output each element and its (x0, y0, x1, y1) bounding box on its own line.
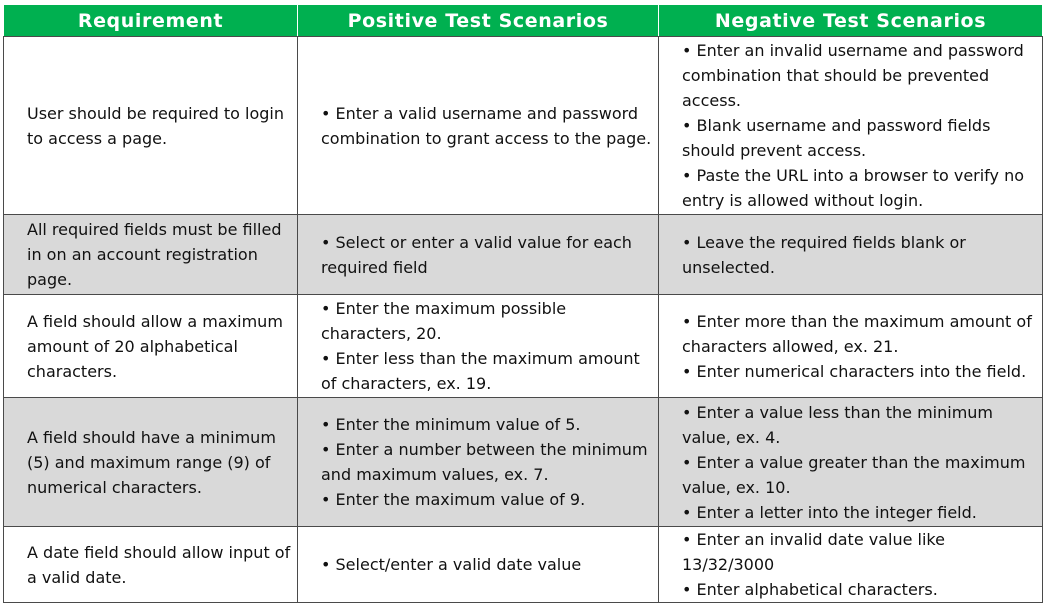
requirement-text: A field should have a minimum (5) and maximum range (9) of numerical characters. (27, 427, 276, 497)
table-row (4, 215, 1043, 295)
negative-cell (659, 37, 1043, 215)
header-requirement: Requirement (4, 5, 298, 37)
negative-scenario: • Blank username and password fields should prevent access. (682, 116, 991, 160)
requirement-text: A field should allow a maximum amount of 20 alphabetical characters. (27, 311, 283, 381)
table-row (4, 37, 1043, 215)
negative-scenario: • Paste the URL into a browser to verify no entry is allowed without login. (682, 166, 1025, 210)
positive-cell (298, 37, 659, 215)
requirement-cell (4, 527, 298, 603)
positive-cell (298, 295, 659, 398)
table-row (4, 398, 1043, 527)
requirement-text: User should be required to login to access a page. (27, 103, 284, 148)
negative-cell (659, 398, 1043, 527)
header-negative: Negative Test Scenarios (659, 5, 1043, 37)
positive-scenario: • Select or enter a valid value for each required field (321, 232, 632, 277)
negative-scenario: • Enter an invalid username and password combination that should be prevented access. (682, 41, 1024, 110)
positive-scenario: • Enter the maximum value of 9. (321, 490, 586, 509)
negative-scenario: • Enter a letter into the integer field. (682, 502, 977, 522)
test-scenarios-table (3, 4, 1043, 603)
negative-cell (659, 295, 1043, 398)
requirement-cell (4, 398, 298, 527)
requirement-text: A date field should allow input of a valid date. (27, 542, 291, 587)
negative-cell (659, 527, 1043, 603)
positive-scenario: • Enter the minimum value of 5. (321, 415, 581, 434)
negative-scenario: • Enter numerical characters into the field. (682, 361, 1027, 381)
requirement-cell (4, 215, 298, 295)
negative-scenario: • Enter an invalid date value like 13/32/3000 (682, 530, 945, 574)
negative-scenario: • Enter a value greater than the maximum value, ex. 10. (682, 452, 1026, 497)
positive-scenario: • Select/enter a valid date value (321, 555, 582, 574)
positive-scenario: • Enter the maximum possible characters, 20. (321, 299, 567, 343)
header-row (4, 5, 1043, 37)
positive-scenario: • Enter a number between the minimum and maximum values, ex. 7. (321, 440, 648, 484)
requirement-text: All required fields must be filled in on an account registration page. (27, 220, 282, 289)
requirement-cell (4, 37, 298, 215)
header-positive: Positive Test Scenarios (298, 5, 659, 37)
positive-cell (298, 398, 659, 527)
negative-scenario: • Enter a value less than the minimum value, ex. 4. (682, 402, 993, 447)
negative-scenario: • Enter more than the maximum amount of characters allowed, ex. 21. (682, 311, 1032, 356)
negative-scenario: • Leave the required fields blank or unselected. (682, 232, 966, 277)
table-row (4, 295, 1043, 398)
positive-scenario: • Enter less than the maximum amount of characters, ex. 19. (321, 349, 640, 393)
positive-scenario: • Enter a valid username and password combination to grant access to the page. (321, 103, 652, 148)
positive-cell (298, 215, 659, 295)
negative-scenario: • Enter alphabetical characters. (682, 580, 938, 599)
negative-cell (659, 215, 1043, 295)
positive-cell (298, 527, 659, 603)
table-row (4, 527, 1043, 603)
requirement-cell (4, 295, 298, 398)
